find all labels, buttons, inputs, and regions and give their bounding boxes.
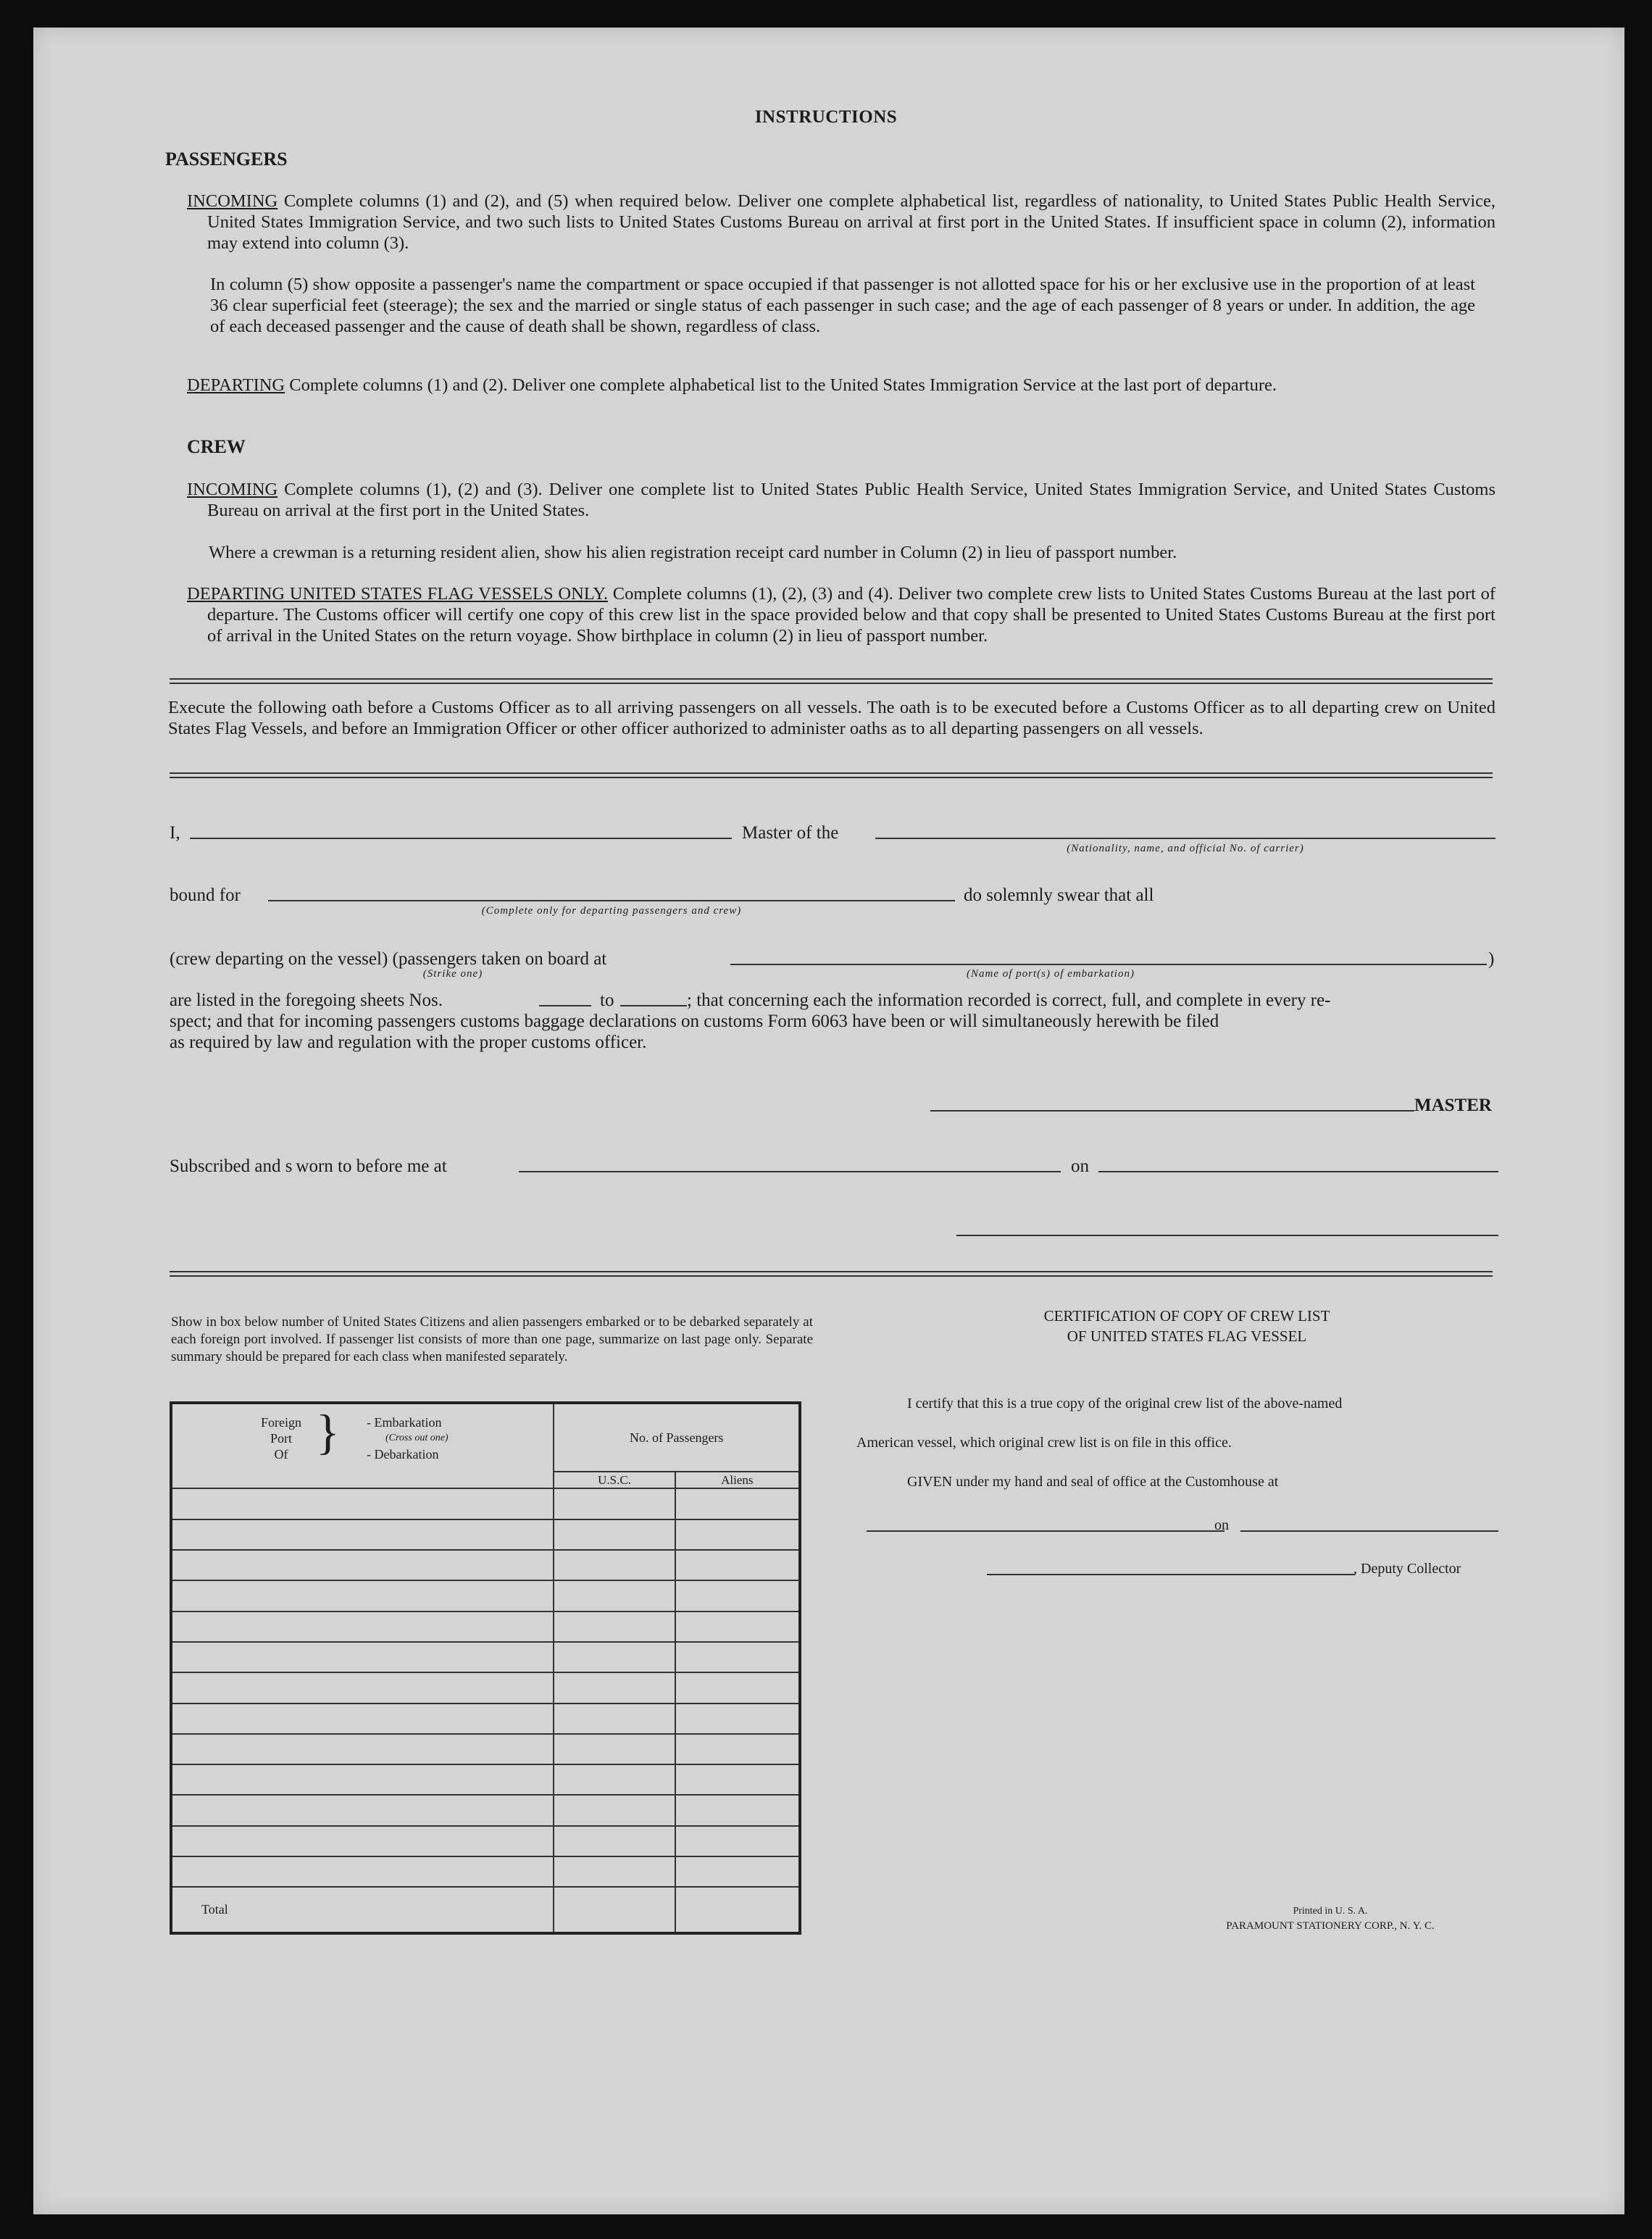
usc-cell[interactable] (554, 1704, 675, 1734)
listed-text-d: as required by law and regulation with the proper customs officer. (170, 1033, 647, 1052)
usc-cell[interactable] (554, 1580, 675, 1611)
crew-departing-text: Complete columns (1), (2), (3) and (4). Deliver two complete crew lists to United States Customs Bureau at the last port of departure. The Customs officer will certify one copy of this crew list in the space provided below and that copy shall be presented to United States Customs Bureau at the first port of arrival in the United States on the return voyage. Show birthplace in column (2) in lieu of passport number. (207, 584, 1495, 646)
master-label: MASTER (1414, 1096, 1492, 1115)
sworn-date-field[interactable] (1098, 1171, 1498, 1172)
sworn-place-field[interactable] (519, 1171, 1061, 1172)
port-cell[interactable] (171, 1519, 554, 1550)
page-title: INSTRUCTIONS (754, 107, 898, 127)
crew-departing-text: (crew departing on the vessel) (passengers taken on board at (170, 949, 607, 969)
port-cell[interactable] (171, 1488, 554, 1519)
usc-cell[interactable] (554, 1519, 675, 1550)
oath-i-label: I, (170, 823, 180, 843)
usc-cell[interactable] (554, 1550, 675, 1580)
ports-caption: (Name of port(s) of embarkation) (967, 968, 1135, 980)
carrier-caption: (Nationality, name, and official No. of carrier) (1067, 843, 1304, 854)
passengers-departing-label: DEPARTING (187, 375, 285, 395)
certification-title-1: CERTIFICATION OF COPY OF CREW LIST (1043, 1307, 1330, 1325)
sheet-from-field[interactable] (539, 1005, 591, 1006)
crew-heading: CREW (187, 436, 246, 457)
certification-on-label: on (1214, 1517, 1229, 1533)
certify-text-2: American vessel, which original crew list is on file in this office. (856, 1435, 1232, 1451)
aliens-cell[interactable] (675, 1734, 800, 1764)
foreign-label: Foreign (261, 1415, 301, 1430)
debarkation-label: - Debarkation (367, 1447, 439, 1462)
passengers-departing-instruction (187, 375, 1495, 396)
passengers-incoming-label: INCOMING (187, 191, 278, 211)
divider (170, 678, 1493, 684)
embarkation-label: - Embarkation (367, 1415, 442, 1430)
certification-title-2: OF UNITED STATES FLAG VESSEL (1067, 1327, 1307, 1345)
usc-cell[interactable] (554, 1612, 675, 1642)
listed-text-a: are listed in the foregoing sheets Nos. (170, 991, 443, 1010)
usc-cell[interactable] (554, 1672, 675, 1703)
port-cell[interactable] (171, 1612, 554, 1642)
usc-cell[interactable] (554, 1795, 675, 1825)
officer-signature-field[interactable] (956, 1235, 1498, 1236)
aliens-cell[interactable] (675, 1488, 800, 1519)
carrier-field[interactable] (875, 838, 1495, 839)
swear-text: do solemnly swear that all (964, 885, 1154, 905)
aliens-cell[interactable] (675, 1612, 800, 1642)
customhouse-field[interactable] (867, 1530, 1225, 1532)
close-paren: ) (1488, 949, 1495, 969)
aliens-header: Aliens (675, 1472, 800, 1488)
bound-for-caption: (Complete only for departing passengers and crew) (481, 905, 742, 917)
listed-to: to (600, 991, 614, 1010)
aliens-cell[interactable] (675, 1704, 800, 1734)
aliens-cell[interactable] (675, 1764, 800, 1795)
brace-icon: } (316, 1404, 340, 1459)
port-label: Port (270, 1431, 292, 1446)
listed-text-c: spect; and that for incoming passengers customs baggage declarations on customs Form 6063 have been or will simultaneously herewith be filed (170, 1012, 1219, 1031)
divider (170, 772, 1493, 778)
embarkation-ports-field[interactable] (730, 964, 1487, 965)
given-text: GIVEN under my hand and seal of office at the Customhouse at (907, 1474, 1279, 1490)
master-of-the-label: Master of the (742, 823, 839, 843)
port-cell[interactable] (171, 1734, 554, 1764)
of-label: Of (274, 1447, 288, 1462)
bound-for-field[interactable] (268, 900, 955, 901)
usc-total-cell[interactable] (554, 1887, 675, 1933)
master-signature-field[interactable] (930, 1110, 1414, 1112)
crew-resident-instruction: Where a crewman is a returning resident alien, show his alien registration receipt card number in Column (2) in lieu of passport number. (209, 543, 1177, 562)
strike-caption: (Strike one) (422, 968, 483, 980)
usc-cell[interactable] (554, 1642, 675, 1672)
no-of-passengers-header: No. of Passengers (554, 1403, 800, 1472)
summary-instructions: Show in box below number of United States Citizens and alien passengers embarked or to be debarked separately at each foreign port involved. If passenger list consists of more than one page, summarize on last page only. Separate summary should be prepared for each class when manifested separately. (171, 1314, 813, 1364)
aliens-cell[interactable] (675, 1826, 800, 1856)
port-cell[interactable] (171, 1704, 554, 1734)
aliens-cell[interactable] (675, 1550, 800, 1580)
aliens-cell[interactable] (675, 1580, 800, 1611)
sheet-to-field[interactable] (620, 1005, 687, 1006)
total-label: Total (171, 1887, 554, 1933)
divider (170, 1271, 1493, 1277)
certification-date-field[interactable] (1240, 1530, 1498, 1532)
passengers-incoming-instruction (187, 191, 1495, 254)
aliens-total-cell[interactable] (675, 1887, 800, 1933)
crew-incoming-label: INCOMING (187, 480, 278, 499)
port-cell[interactable] (171, 1580, 554, 1611)
passengers-incoming-text: Complete columns (1) and (2), and (5) when required below. Deliver one complete alphabetical list, regardless of nationality, to United States Public Health Service, United States Immigration Service, and two such lists to United States Customs Bureau on arrival at first port in the United States. If insufficient space in column (2), information may extend into column (3). (207, 191, 1495, 253)
usc-cell[interactable] (554, 1826, 675, 1856)
cross-out-caption: (Cross out one) (385, 1433, 449, 1443)
aliens-cell[interactable] (675, 1672, 800, 1703)
deputy-collector-signature[interactable] (987, 1574, 1355, 1575)
foreign-port-header (171, 1403, 554, 1488)
aliens-cell[interactable] (675, 1856, 800, 1887)
aliens-cell[interactable] (675, 1795, 800, 1825)
port-cell[interactable] (171, 1550, 554, 1580)
listed-text-b: ; that concerning each the information recorded is correct, full, and complete in every re- (687, 991, 1331, 1010)
usc-header: U.S.C. (554, 1472, 675, 1488)
crew-departing-label: DEPARTING UNITED STATES FLAG VESSELS ONLY. (187, 584, 608, 604)
bound-for-label: bound for (170, 885, 241, 905)
port-cell[interactable] (171, 1795, 554, 1825)
usc-cell[interactable] (554, 1488, 675, 1519)
passengers-departing-text: Complete columns (1) and (2). Deliver one complete alphabetical list to the United States Immigration Service at the last port of departure. (285, 375, 1277, 395)
port-cell[interactable] (171, 1764, 554, 1795)
subscribed-text: Subscribed and s worn to before me at (170, 1156, 447, 1176)
aliens-cell[interactable] (675, 1642, 800, 1672)
port-cell[interactable] (171, 1672, 554, 1703)
certify-text-1: I certify that this is a true copy of the original crew list of the above-named (907, 1396, 1343, 1412)
oath-instructions: Execute the following oath before a Customs Officer as to all arriving passengers on all vessels. The oath is to be executed before a Customs Officer as to all departing crew on United States Flag Vessels, and before an Immigration Officer or other officer authorized to administer oaths as to all departing passengers on all vessels. (168, 698, 1495, 738)
port-cell[interactable] (171, 1856, 554, 1887)
crew-departing-instruction (187, 583, 1495, 646)
crew-incoming-instruction (187, 479, 1495, 521)
master-name-field[interactable] (190, 838, 732, 839)
deputy-collector-label: , Deputy Collector (1353, 1561, 1461, 1577)
printed-in-usa: Printed in U. S. A. (1293, 1906, 1368, 1917)
usc-cell[interactable] (554, 1764, 675, 1795)
port-cell[interactable] (171, 1826, 554, 1856)
usc-cell[interactable] (554, 1856, 675, 1887)
passenger-summary-table (170, 1401, 801, 1935)
usc-cell[interactable] (554, 1734, 675, 1764)
passengers-heading: PASSENGERS (165, 149, 288, 170)
aliens-cell[interactable] (675, 1519, 800, 1550)
crew-incoming-text: Complete columns (1), (2) and (3). Deliver one complete list to United States Public Health Service, United States Immigration Service, and United States Customs Bureau on arrival at the first port in the United States. (207, 480, 1495, 520)
sworn-on-label: on (1071, 1156, 1089, 1176)
port-cell[interactable] (171, 1642, 554, 1672)
printer-name: PARAMOUNT STATIONERY CORP., N. Y. C. (1226, 1920, 1435, 1932)
passengers-column5-instruction: In column (5) show opposite a passenger's name the compartment or space occupied if that passenger is not allotted space for his or her exclusive use in the proportion of at least 36 clear superficial feet (steerage); the sex and the married or single status of each passenger in such case; and the age of each passenger of 8 years or under. In addition, the age of each deceased passenger and the cause of death shall be shown, regardless of class. (210, 275, 1475, 336)
